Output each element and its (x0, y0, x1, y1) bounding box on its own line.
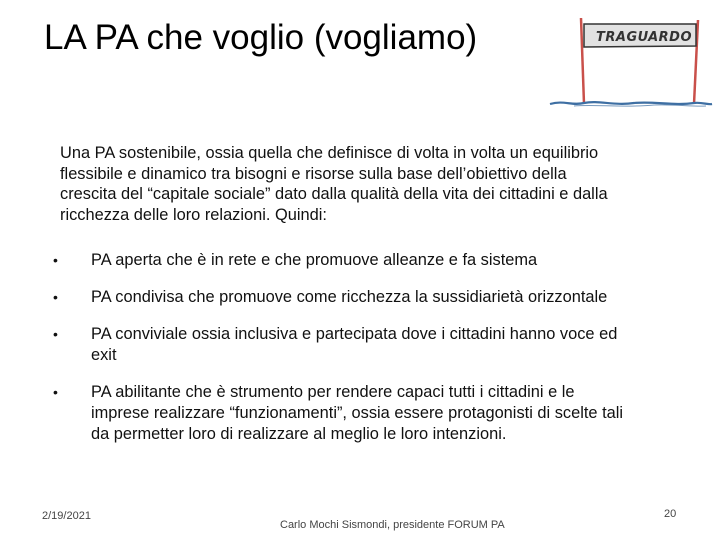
bullet-item (53, 250, 631, 271)
finish-line-banner-icon (544, 10, 714, 110)
bullet-dot: • (53, 252, 58, 268)
banner-text: TRAGUARDO (596, 30, 692, 45)
bullet-item (53, 324, 631, 366)
bullet-dot: • (53, 384, 58, 400)
footer-author: Carlo Mochi Sismondi, presidente FORUM PA (280, 519, 505, 531)
bullet-text: PA condivisa che promuove come ricchezza la sussidiarietà orizzontale (91, 288, 608, 306)
page-number: 20 (664, 508, 677, 520)
bullet-text: PA abilitante che è strumento per rendere capaci tutti i cittadini e le imprese realizzare “funzionamenti”, ossia essere protagonisti di scelte tali da permetter loro di realizzare al meglio le loro intenzioni. (91, 383, 624, 443)
bullet-item (53, 382, 631, 445)
slide-title: LA PA che voglio (vogliamo) (44, 18, 478, 57)
bullet-text: PA conviviale ossia inclusiva e partecipata dove i cittadini hanno voce ed exit (91, 325, 618, 364)
bullet-dot: • (53, 289, 58, 305)
bullet-list (53, 250, 653, 445)
bullet-item (53, 287, 631, 308)
banner-ground (550, 102, 712, 104)
bullet-dot: • (53, 326, 58, 342)
banner-ground-shadow (574, 105, 706, 106)
bullet-text: PA aperta che è in rete e che promuove alleanze e fa sistema (91, 251, 538, 269)
footer-date: 2/19/2021 (42, 510, 91, 522)
intro-paragraph: Una PA sostenibile, ossia quella che definisce di volta in volta un equilibrio flessibile e dinamico tra bisogni e risorse sulla base dell’obiettivo della crescita del “capitale sociale” dato dalla qualità della vita dei cittadini e dalla ricchezza delle loro relazioni. Quindi: (60, 144, 608, 224)
